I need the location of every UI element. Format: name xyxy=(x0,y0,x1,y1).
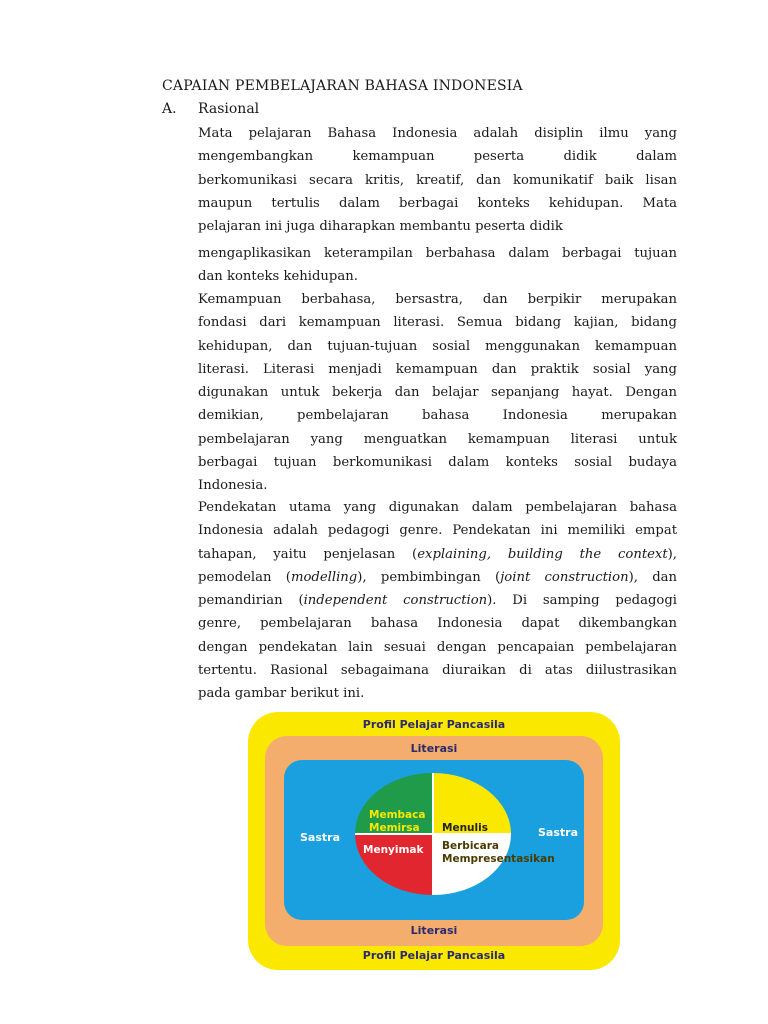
quadrant-label-menyimak: Menyimak xyxy=(363,844,424,856)
text-line: mengembangkan kemampuan peserta didik dalam xyxy=(198,149,677,165)
text-line xyxy=(198,589,677,612)
sastra-label-right: Sastra xyxy=(538,826,578,839)
text-line: genre, pembelajaran bahasa Indonesia dapat dikembangkan xyxy=(198,616,677,632)
text-line: berkomunikasi secara kritis, kreatif, dan komunikatif baik lisan xyxy=(198,172,677,188)
skills-pie xyxy=(248,712,620,970)
text-line: maupun tertulis dalam berbagai konteks kehidupan. Mata xyxy=(198,195,677,211)
text-line: demikian, pembelajaran bahasa Indonesia merupakan xyxy=(198,408,677,424)
text-line: pada gambar berikut ini. xyxy=(198,686,365,702)
section-title: Rasional xyxy=(198,101,260,117)
text-line: Pendekatan utama yang digunakan dalam pembelajaran bahasa xyxy=(198,500,677,515)
sastra-label-left: Sastra xyxy=(300,831,340,844)
text-line: tertentu. Rasional sebagaimana diuraikan di atas diilustrasikan xyxy=(198,663,677,679)
text-run: pemodelan ( xyxy=(198,569,291,585)
text-line: dengan pendekatan lain sesuai dengan pencapaian pembelajaran xyxy=(198,639,677,655)
italic-term: modelling xyxy=(290,569,358,585)
paragraph-2 xyxy=(198,288,677,498)
text-run: ), pembimbingan ( xyxy=(357,569,501,585)
text-line: kehidupan, dan tujuan-tujuan sosial menggunakan kemampuan xyxy=(198,338,677,354)
text-run: ), dan xyxy=(628,569,677,585)
text-line: Indonesia. xyxy=(198,478,268,494)
text-line: pelajaran ini juga diharapkan membantu peserta didik xyxy=(198,219,563,235)
middle-label-top: Literasi xyxy=(410,742,458,755)
text-line: literasi. Literasi menjadi kemampuan dan praktik sosial yang xyxy=(198,361,677,377)
text-line: berbagai tujuan berkomunikasi dalam konteks sosial budaya xyxy=(198,455,677,471)
text-line: dan konteks kehidupan. xyxy=(198,269,358,285)
paragraph-1 xyxy=(198,122,677,238)
quadrant-label-memirsa: Memirsa xyxy=(369,822,420,834)
paragraph-1b xyxy=(198,242,677,289)
outer-label-bottom: Profil Pelajar Pancasila xyxy=(362,949,506,962)
text-line: Indonesia adalah pedagogi genre. Pendekatan ini memiliki empat xyxy=(198,523,677,539)
text-line xyxy=(198,543,677,566)
italic-term: explaining, building the context xyxy=(417,546,668,562)
document-title: CAPAIAN PEMBELAJARAN BAHASA INDONESIA xyxy=(162,78,523,94)
paragraph-3 xyxy=(198,496,677,706)
middle-label-bottom: Literasi xyxy=(410,924,458,937)
text-line: mengaplikasikan keterampilan berbahasa dalam berbagai tujuan xyxy=(198,246,677,261)
text-line: fondasi dari kemampuan literasi. Semua bidang kajian, bidang xyxy=(198,315,677,331)
outer-label-top: Profil Pelajar Pancasila xyxy=(362,718,506,731)
italic-term: joint construction xyxy=(500,569,629,585)
text-run: pemandirian ( xyxy=(198,593,304,609)
text-line: digunakan untuk bekerja dan belajar sepanjang hayat. Dengan xyxy=(198,385,677,401)
text-run: tahapan, yaitu penjelasan ( xyxy=(198,546,418,562)
text-run: ), xyxy=(667,546,677,562)
section-letter: A. xyxy=(162,101,177,117)
text-line: Mata pelajaran Bahasa Indonesia adalah disiplin ilmu yang xyxy=(198,126,677,141)
quadrant-label-menulis: Menulis xyxy=(442,822,488,834)
text-run: ). Di samping pedagogi xyxy=(487,593,677,609)
text-line xyxy=(198,566,677,589)
text-line: Kemampuan berbahasa, bersastra, dan berpikir merupakan xyxy=(198,292,677,307)
quadrant-label-membaca: Membaca xyxy=(369,809,426,821)
italic-term: independent construction xyxy=(303,593,488,609)
quadrant-label-berbicara: Berbicara xyxy=(442,840,499,852)
quadrant-label-mempresentasikan: Mempresentasikan xyxy=(442,853,555,865)
text-line: pembelajaran yang menguatkan kemampuan literasi untuk xyxy=(198,431,677,447)
literacy-framework-figure xyxy=(248,712,620,970)
